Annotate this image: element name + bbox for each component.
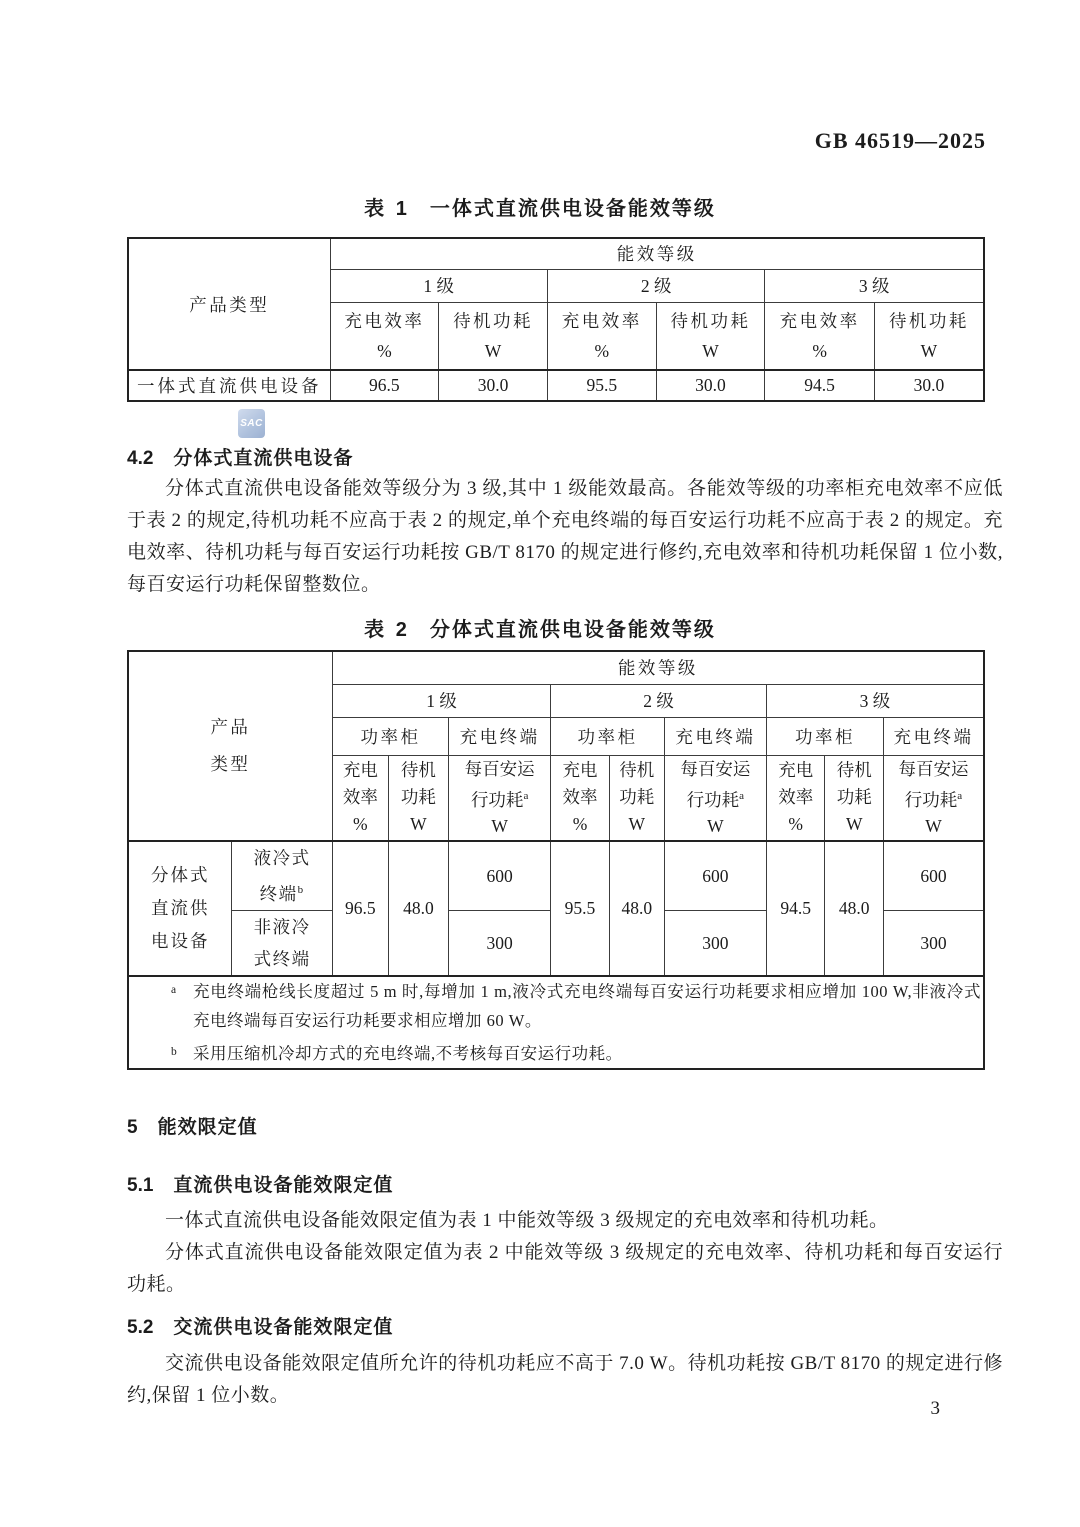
t1-level3-header: 3 级 (765, 269, 984, 302)
t2-level2-header: 2 级 (551, 684, 767, 717)
t1-standby-header: 待机功耗 W (874, 302, 984, 370)
t2-footnotes-row (128, 976, 984, 1069)
t2-level3-header: 3 级 (766, 684, 984, 717)
t2-charge-eff-header: 充电 效率 % (766, 755, 825, 841)
table1-title (0, 192, 1080, 221)
footnote-b-marker: b (171, 1046, 178, 1059)
footnote-b: b 采用压缩机冷却方式的充电终端,不考核每百安运行功耗。 (131, 1039, 981, 1068)
t2-per100A-header: 每百安运 行功耗$^a$ W (883, 755, 984, 841)
table-2-split-dc (127, 650, 985, 1070)
t2-standby-header: 待机 功耗 W (609, 755, 664, 841)
section-5-1-paragraph-2: 分体式直流供电设备能效限定值为表 2 中能效等级 3 级规定的充电效率、待机功耗和每百安运行功耗。 (127, 1242, 1003, 1295)
section-number: 5.1 (127, 1175, 154, 1196)
t1-charge-eff-header: 充电效率 % (547, 302, 656, 370)
t2-value-per100-liquid: 600 (883, 841, 984, 910)
section-4-2-paragraph: 分体式直流供电设备能效等级分为 3 级,其中 1 级能效最高。各能效等级的功率柜充电效率不应低于表 2 的规定,待机功耗不应高于表 2 的规定,单个充电终端的每百安运行功耗不应高于表 2 的规定。充电效率、待机功耗与每百安运行功耗按 GB/T 8170 的规定进行修约,充电效率和待机功耗保留 1 位小数,每百安运行功耗保留整数位。 (127, 478, 1003, 595)
t2-power-cabinet-header: 功率柜 (551, 717, 665, 755)
t2-value-standby: 48.0 (388, 841, 448, 976)
t2-terminal-header: 充电终端 (883, 717, 984, 755)
t1-value: 96.5 (330, 370, 439, 401)
t2-product-type-header: 产品 类型 (128, 651, 332, 841)
t2-value-per100-nonliquid: 300 (883, 911, 984, 977)
t2-value-per100-liquid: 600 (664, 841, 766, 910)
section-number: 4.2 (127, 448, 154, 469)
footnote-a-ref: a (739, 789, 745, 802)
footnote-b-ref: b (297, 884, 305, 897)
t2-nonliquid-terminal-label: 非液冷 式终端 (232, 911, 332, 977)
t1-level2-header: 2 级 (547, 269, 764, 302)
section-5-1-paragraph-1: 一体式直流供电设备能效限定值为表 1 中能效等级 3 级规定的充电效率和待机功耗。 (165, 1210, 889, 1231)
table2-title-text: 分体式直流供电设备能效等级 (429, 619, 716, 641)
t1-data-row (128, 370, 984, 401)
t2-power-cabinet-header: 功率柜 (332, 717, 448, 755)
t1-level1-header: 1 级 (330, 269, 547, 302)
t2-value-per100-nonliquid: 300 (449, 911, 551, 977)
section-title: 直流供电设备能效限定值 (173, 1175, 394, 1196)
t1-value: 30.0 (439, 370, 548, 401)
section-4-2-heading (127, 443, 353, 470)
t2-value-standby: 48.0 (825, 841, 884, 976)
t2-standby-header: 待机 功耗 W (388, 755, 448, 841)
t1-standby-header: 待机功耗 W (656, 302, 765, 370)
t1-value: 94.5 (765, 370, 875, 401)
footnote-a-ref: a (523, 789, 529, 802)
t2-power-cabinet-header: 功率柜 (766, 717, 883, 755)
section-title: 分体式直流供电设备 (173, 448, 354, 469)
section-title: 交流供电设备能效限定值 (173, 1317, 394, 1338)
t1-charge-eff-header: 充电效率 % (765, 302, 875, 370)
sac-watermark-logo: SAC (238, 409, 265, 438)
t2-energy-grade-header: 能效等级 (332, 651, 984, 684)
t1-energy-grade-header: 能效等级 (330, 238, 984, 269)
page-number: 3 (930, 1398, 940, 1419)
standard-number: GB 46519—2025 (814, 128, 986, 153)
table-1-integrated-dc (127, 237, 985, 402)
footnote-a-marker: a (171, 984, 177, 997)
t1-product-type-header: 产品类型 (128, 238, 330, 370)
t2-per100A-header: 每百安运 行功耗$^a$ W (449, 755, 551, 841)
t2-value-charge: 96.5 (332, 841, 388, 976)
t2-terminal-header: 充电终端 (664, 717, 766, 755)
section-5-heading (127, 1112, 258, 1139)
section-5-2-heading (127, 1312, 393, 1339)
t1-value: 30.0 (656, 370, 765, 401)
section-5-1-heading (127, 1170, 393, 1197)
t2-terminal-header: 充电终端 (449, 717, 551, 755)
section-title: 能效限定值 (157, 1117, 258, 1138)
t2-value-standby: 48.0 (609, 841, 664, 976)
t2-value-per100-liquid: 600 (449, 841, 551, 910)
t2-value-per100-nonliquid: 300 (664, 911, 766, 977)
t2-data-row-liquid (128, 841, 984, 910)
t1-value: 95.5 (547, 370, 656, 401)
t2-charge-eff-header: 充电 效率 % (551, 755, 610, 841)
t2-charge-eff-header: 充电 效率 % (332, 755, 388, 841)
table1-title-prefix: 表 1 (364, 198, 410, 220)
t2-footnotes-cell (128, 976, 984, 1069)
section-number: 5 (127, 1117, 138, 1138)
t1-standby-header: 待机功耗 W (439, 302, 548, 370)
t2-standby-header: 待机 功耗 W (825, 755, 884, 841)
footnote-a: a 充电终端枪线长度超过 5 m 时,每增加 1 m,液冷式充电终端每百安运行功耗要求相应增加 100 W,非液冷式充电终端每百安运行功耗要求相应增加 60 W。 (131, 977, 981, 1035)
footnote-a-ref: a (957, 789, 963, 802)
t2-liquid-terminal-label: 液冷式 终端$^b$ (232, 841, 332, 910)
t2-group-label: 分体式 直流供 电设备 (128, 841, 232, 976)
t2-value-charge: 94.5 (766, 841, 825, 976)
t1-row-label: 一体式直流供电设备 (128, 370, 330, 401)
t2-value-charge: 95.5 (551, 841, 610, 976)
t1-charge-eff-header: 充电效率 % (330, 302, 439, 370)
t2-level1-header: 1 级 (332, 684, 550, 717)
section-number: 5.2 (127, 1317, 154, 1338)
section-5-2-paragraph-1: 交流供电设备能效限定值所允许的待机功耗应不高于 7.0 W。待机功耗按 GB/T 8170 的规定进行修约,保留 1 位小数。 (127, 1353, 1003, 1406)
table1-title-text: 一体式直流供电设备能效等级 (429, 198, 716, 220)
t2-per100A-header: 每百安运 行功耗$^a$ W (664, 755, 766, 841)
table2-title (0, 613, 1080, 642)
t1-value: 30.0 (874, 370, 984, 401)
table2-title-prefix: 表 2 (364, 619, 410, 641)
